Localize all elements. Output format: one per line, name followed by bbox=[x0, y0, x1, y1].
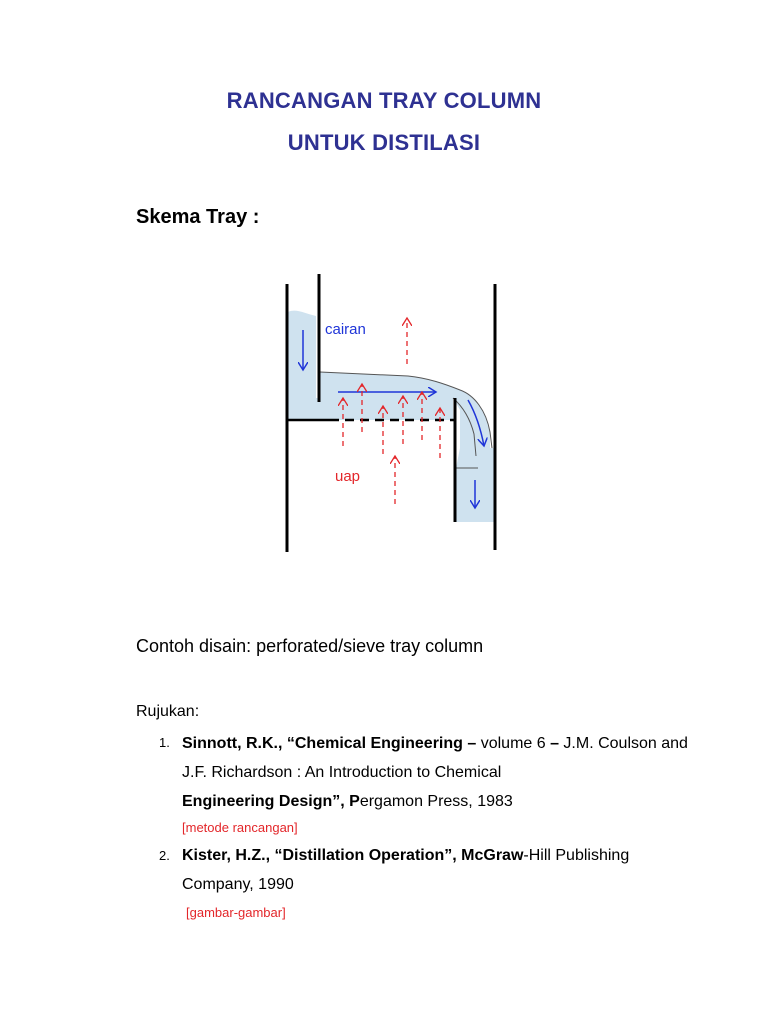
reference-item-2 bbox=[182, 841, 702, 899]
reference-volume: volume 6 bbox=[476, 735, 551, 752]
reference-publisher: ergamon Press, 1983 bbox=[359, 793, 513, 810]
reference-authors: Kister, H.Z., bbox=[182, 847, 275, 864]
reference-authors: Sinnott, R.K., bbox=[182, 735, 287, 752]
reference-book-title: “Distillation Operation”, McGraw bbox=[274, 847, 524, 864]
reference-item-1 bbox=[182, 729, 702, 816]
downcomer-liquid-left bbox=[288, 311, 316, 398]
section-heading: Skema Tray : bbox=[136, 206, 260, 228]
vapor-label: uap bbox=[335, 468, 361, 485]
reference-book-title: “Chemical Engineering – bbox=[286, 735, 477, 752]
liquid-label: cairan bbox=[325, 321, 366, 338]
reference-note-1: [metode rancangan] bbox=[182, 820, 298, 835]
tray-liquid-below-deck bbox=[288, 398, 453, 420]
document-title-line-1: RANCANGAN TRAY COLUMN bbox=[226, 88, 542, 113]
references-title: Rujukan: bbox=[136, 703, 200, 720]
document-title-line-2: UNTUK DISTILASI bbox=[287, 130, 481, 155]
reference-number: 2. bbox=[159, 848, 170, 863]
reference-number: 1. bbox=[159, 735, 170, 750]
reference-publisher: -Hill Publishing Company, 1990 bbox=[182, 847, 630, 893]
reference-note-2: [gambar-gambar] bbox=[186, 905, 286, 920]
design-example-text: Contoh disain: perforated/sieve tray column bbox=[136, 636, 484, 656]
reference-publisher-prefix: ”, P bbox=[332, 793, 360, 810]
reference-details: J.M. Coulson and J.F. Richardson : An Introduction to Chemical bbox=[182, 735, 688, 781]
reference-dash: – bbox=[550, 735, 559, 752]
reference-book-title-end: Engineering Design bbox=[182, 793, 333, 810]
